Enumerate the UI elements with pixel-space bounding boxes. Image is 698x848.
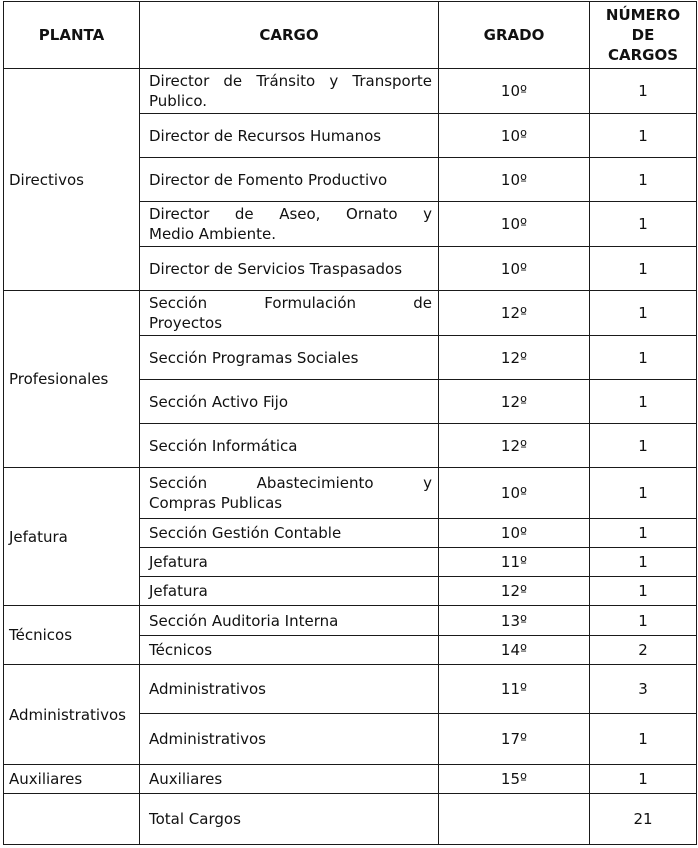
cargo-line: Sección Abastecimiento y xyxy=(149,474,432,492)
header-numero-line-2: DE xyxy=(631,26,655,44)
planta-cell: Jefatura xyxy=(4,468,140,606)
grado-cell: 10º xyxy=(439,202,590,247)
cargo-cell: Sección Auditoria Interna xyxy=(140,606,439,636)
numero-cell: 1 xyxy=(590,765,697,794)
numero-cell: 1 xyxy=(590,424,697,468)
numero-cell: 1 xyxy=(590,202,697,247)
numero-cell: 1 xyxy=(590,291,697,336)
cargo-cell: Técnicos xyxy=(140,636,439,665)
cargo-line: Medio Ambiente. xyxy=(149,225,276,243)
numero-cell: 2 xyxy=(590,636,697,665)
numero-cell: 1 xyxy=(590,380,697,424)
planta-cell: Profesionales xyxy=(4,291,140,468)
cargo-cell: Administrativos xyxy=(140,665,439,714)
cargo-cell: Director de Recursos Humanos xyxy=(140,114,439,158)
grado-cell: 12º xyxy=(439,291,590,336)
numero-cell: 1 xyxy=(590,577,697,606)
table-row xyxy=(4,665,697,714)
cargo-line: Proyectos xyxy=(149,314,223,332)
cargo-line: Director de Aseo, Ornato y xyxy=(149,205,432,223)
numero-cell: 3 xyxy=(590,665,697,714)
total-value: 21 xyxy=(590,794,697,845)
table-row xyxy=(4,291,697,336)
cargo-cell xyxy=(140,69,439,114)
numero-cell: 1 xyxy=(590,714,697,765)
cargo-cell xyxy=(140,202,439,247)
cargo-line: Publico. xyxy=(149,92,208,110)
grado-cell: 12º xyxy=(439,336,590,380)
header-grado: GRADO xyxy=(439,2,590,69)
cargo-cell: Director de Servicios Traspasados xyxy=(140,247,439,291)
grado-cell: 14º xyxy=(439,636,590,665)
numero-cell: 1 xyxy=(590,247,697,291)
grado-cell: 10º xyxy=(439,158,590,202)
grado-cell: 10º xyxy=(439,69,590,114)
planta-cell: Directivos xyxy=(4,69,140,291)
cargo-line: Sección Formulación de xyxy=(149,294,432,312)
cargo-cell: Sección Programas Sociales xyxy=(140,336,439,380)
cargo-cell: Sección Activo Fijo xyxy=(140,380,439,424)
planta-cell: Técnicos xyxy=(4,606,140,665)
grado-cell: 10º xyxy=(439,247,590,291)
planta-cell: Auxiliares xyxy=(4,765,140,794)
header-numero-line-3: CARGOS xyxy=(607,46,679,64)
header-numero xyxy=(590,2,697,69)
cargos-table xyxy=(3,1,697,845)
numero-cell: 1 xyxy=(590,548,697,577)
cargo-cell: Director de Fomento Productivo xyxy=(140,158,439,202)
grado-cell: 11º xyxy=(439,548,590,577)
table-row xyxy=(4,69,697,114)
cargo-cell: Sección Informática xyxy=(140,424,439,468)
header-row xyxy=(4,2,697,69)
table-row xyxy=(4,606,697,636)
cargo-line: Compras Publicas xyxy=(149,494,283,512)
cargo-cell: Jefatura xyxy=(140,577,439,606)
header-planta: PLANTA xyxy=(4,2,140,69)
total-empty-grado xyxy=(439,794,590,845)
cargo-cell: Auxiliares xyxy=(140,765,439,794)
numero-cell: 1 xyxy=(590,606,697,636)
cargo-cell xyxy=(140,468,439,519)
numero-cell: 1 xyxy=(590,158,697,202)
numero-cell: 1 xyxy=(590,519,697,548)
total-empty-cell xyxy=(4,794,140,845)
grado-cell: 10º xyxy=(439,114,590,158)
total-row xyxy=(4,794,697,845)
header-cargo: CARGO xyxy=(140,2,439,69)
grado-cell: 12º xyxy=(439,380,590,424)
numero-cell: 1 xyxy=(590,336,697,380)
total-label: Total Cargos xyxy=(140,794,439,845)
numero-cell: 1 xyxy=(590,468,697,519)
grado-cell: 10º xyxy=(439,468,590,519)
table-row xyxy=(4,765,697,794)
numero-cell: 1 xyxy=(590,114,697,158)
grado-cell: 12º xyxy=(439,424,590,468)
cargo-cell xyxy=(140,291,439,336)
cargo-cell: Sección Gestión Contable xyxy=(140,519,439,548)
grado-cell: 17º xyxy=(439,714,590,765)
grado-cell: 12º xyxy=(439,577,590,606)
grado-cell: 10º xyxy=(439,519,590,548)
table-row xyxy=(4,468,697,519)
numero-cell: 1 xyxy=(590,69,697,114)
grado-cell: 15º xyxy=(439,765,590,794)
planta-cell: Administrativos xyxy=(4,665,140,765)
cargo-cell: Jefatura xyxy=(140,548,439,577)
header-numero-line-1: NÚMERO xyxy=(605,6,681,24)
cargo-cell: Administrativos xyxy=(140,714,439,765)
grado-cell: 13º xyxy=(439,606,590,636)
cargo-line: Director de Tránsito y Transporte xyxy=(149,72,432,90)
grado-cell: 11º xyxy=(439,665,590,714)
